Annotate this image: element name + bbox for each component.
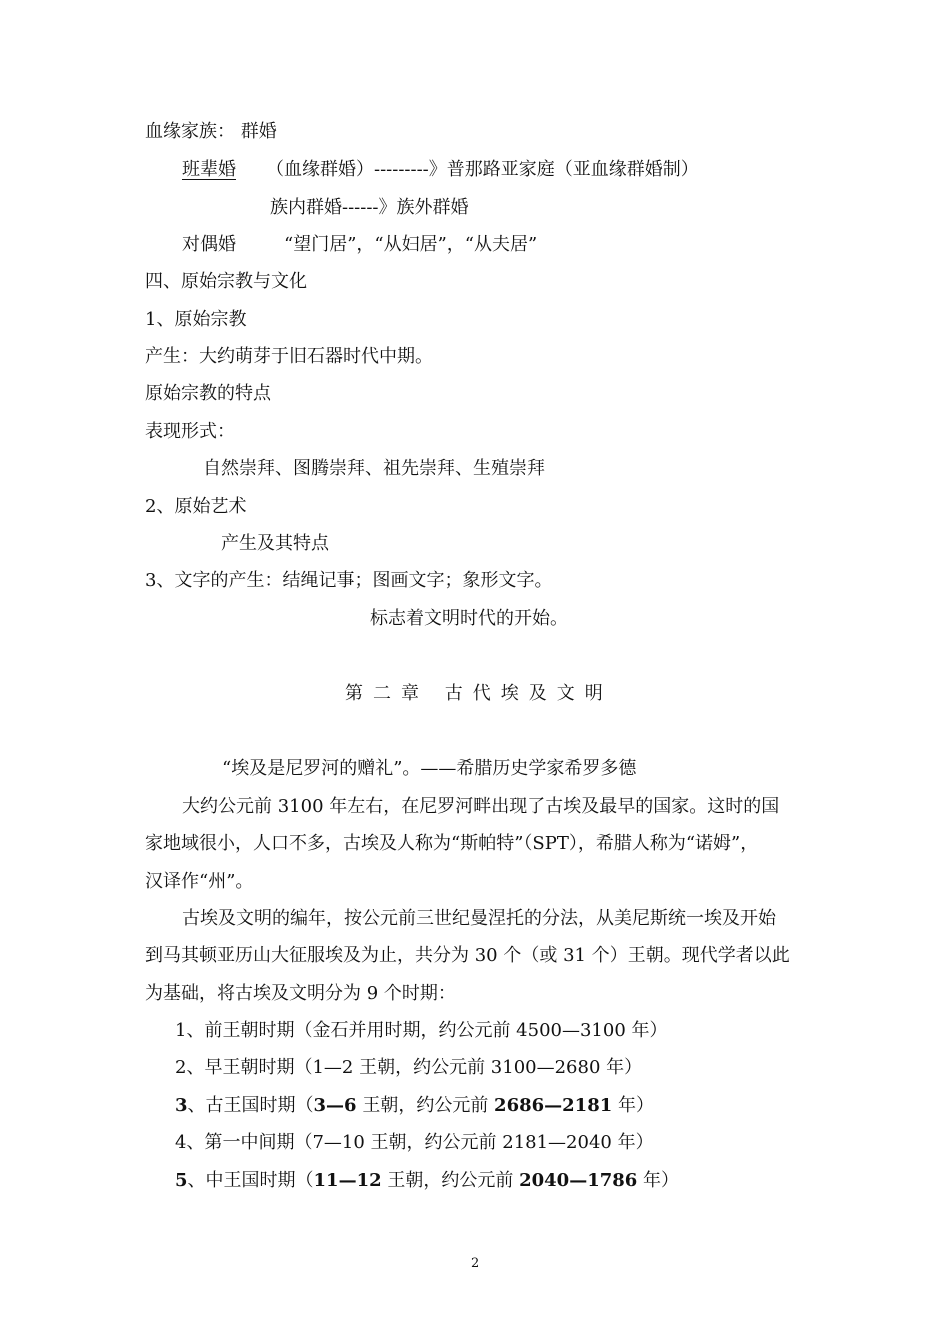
subsection-heading: 1、原始宗教 — [145, 309, 247, 330]
paragraph-line: 家地域很小，人口不多，古埃及人称为“斯帕特”（SPT），希腊人称为“诺姆”， — [145, 833, 759, 854]
text-span: 、中王国时期（ — [187, 1170, 314, 1191]
text-line — [182, 233, 537, 257]
text-span: 对偶婚 — [182, 234, 236, 255]
period-item — [175, 1094, 654, 1118]
period-number: 3 — [175, 1095, 188, 1116]
period-number: 5 — [175, 1170, 188, 1191]
paragraph-line: 到马其顿亚历山大征服埃及为止，共分为 30 个（或 31 个）王朝。现代学者以此 — [145, 945, 790, 966]
text-line — [182, 158, 699, 182]
text-line: 血缘家族： 群婚 — [145, 121, 277, 142]
period-item: 1、前王朝时期（金石并用时期，约公元前 4500—3100 年） — [175, 1020, 668, 1041]
period-item — [175, 1169, 679, 1193]
text-line: 表现形式： — [145, 421, 235, 442]
paragraph-line: 大约公元前 3100 年左右，在尼罗河畔出现了古埃及最早的国家。这时的国 — [182, 796, 780, 817]
text-span: “望门居”，“从妇居”，“从夫居” — [284, 234, 538, 255]
underlined-term: 班辈婚 — [182, 159, 236, 180]
subsection-heading: 2、原始艺术 — [145, 496, 247, 517]
text-span: 年） — [637, 1170, 680, 1191]
chapter-title: 第二章 古代埃及文明 — [345, 683, 613, 704]
text-line: 族内群婚------》族外群婚 — [270, 197, 469, 218]
text-line: 标志着文明时代的开始。 — [370, 608, 568, 629]
text-span: 、古王国时期（ — [187, 1095, 314, 1116]
dynasty-range: 3—6 — [313, 1095, 357, 1116]
text-line: 产生及其特点 — [221, 533, 329, 554]
paragraph-line: 汉译作“州”。 — [145, 871, 254, 892]
paragraph-line: 古埃及文明的编年，按公元前三世纪曼涅托的分法，从美尼斯统一埃及开始 — [182, 908, 776, 929]
period-item: 4、第一中间期（7—10 王朝，约公元前 2181—2040 年） — [175, 1132, 654, 1153]
text-span: 年） — [612, 1095, 654, 1116]
text-line: 原始宗教的特点 — [145, 383, 271, 404]
text-span: 王朝，约公元前 — [381, 1170, 520, 1191]
text-span: 王朝，约公元前 — [356, 1095, 495, 1116]
section-heading: 四、原始宗教与文化 — [145, 271, 307, 292]
quote-line: “埃及是尼罗河的赠礼”。——希腊历史学家希罗多德 — [222, 758, 637, 779]
period-item: 2、早王朝时期（1—2 王朝，约公元前 3100—2680 年） — [175, 1057, 643, 1078]
text-line: 3、文字的产生：结绳记事；图画文字；象形文字。 — [145, 570, 553, 591]
text-line: 产生：大约萌芽于旧石器时代中期。 — [145, 346, 433, 367]
text-line: 自然崇拜、图腾崇拜、祖先崇拜、生殖崇拜 — [203, 458, 545, 479]
text-span: （血缘群婚）---------》普那路亚家庭（亚血缘群婚制） — [266, 159, 699, 180]
year-range: 2686—2181 — [494, 1095, 613, 1116]
paragraph-line: 为基础，将古埃及文明分为 9 个时期： — [145, 983, 456, 1004]
dynasty-range: 11—12 — [313, 1170, 382, 1191]
page-number: 2 — [471, 1256, 480, 1271]
year-range: 2040—1786 — [519, 1170, 638, 1191]
